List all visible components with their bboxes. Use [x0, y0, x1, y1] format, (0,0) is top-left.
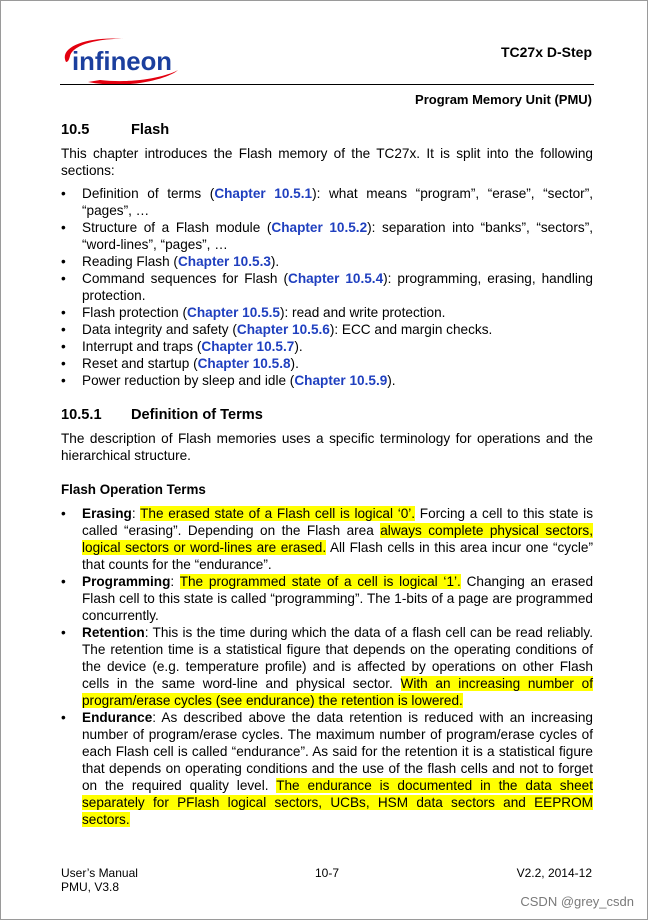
chapter-link[interactable]: Chapter 10.5.8 [197, 356, 291, 371]
section-intro: This chapter introduces the Flash memory of the TC27x. It is split into the following sections: [61, 146, 593, 178]
highlight-text: The programmed state of a cell is logical ‘1’. [179, 574, 461, 589]
term-colon: : [170, 574, 180, 589]
section-list-item [61, 304, 593, 321]
body-text: Forcing a cell to this state is called “erasing”. Depending on the Flash area [82, 506, 593, 538]
list-item-text: Power reduction by sleep and idle ( [82, 373, 295, 388]
section-list-item [61, 355, 593, 372]
term-endurance: Endurance [82, 710, 153, 725]
chapter-link[interactable]: Chapter 10.5.2 [271, 220, 368, 235]
page-content [61, 120, 593, 828]
terms-list [61, 505, 593, 828]
section-list-item [61, 321, 593, 338]
body-text: All Flash cells in this area incur one “cycle” that counts for the “endurance”. [82, 540, 593, 572]
list-item-text: ): programming, erasing, handling protection. [82, 271, 593, 303]
section-list [61, 185, 593, 389]
term-programming: Programming [82, 574, 171, 589]
chapter-link[interactable]: Chapter 10.5.4 [288, 271, 384, 286]
list-item-text: Interrupt and traps ( [82, 339, 202, 354]
list-item-text: ). [270, 254, 280, 269]
list-item-text: ). [290, 356, 299, 371]
document-title: TC27x D-Step [500, 44, 592, 60]
terms-heading: Flash Operation Terms [61, 482, 206, 497]
list-item-programming [61, 573, 593, 624]
list-item-text: Definition of terms ( [82, 186, 215, 201]
list-item-retention [61, 624, 593, 709]
header-rule [60, 84, 594, 85]
section-list-item [61, 185, 593, 219]
term-colon: : [131, 506, 141, 521]
section-number: 10.5 [61, 122, 90, 138]
list-item-text: Data integrity and safety ( [82, 322, 237, 337]
body-text: Changing an erased Flash cell to this state is called “programming”. The 1-bits of a page are programmed concurrently. [82, 574, 593, 623]
subsection-heading [61, 405, 593, 425]
chapter-link[interactable]: Chapter 10.5.3 [177, 254, 271, 269]
term-retention: Retention [82, 625, 145, 640]
list-item-text: Structure of a Flash module ( [82, 220, 272, 235]
chapter-link[interactable]: Chapter 10.5.6 [236, 322, 330, 337]
highlight-text: The erased state of a Flash cell is logical ‘0’. [140, 506, 416, 521]
list-item-erasing [61, 505, 593, 573]
list-item-text: Command sequences for Flash ( [82, 271, 288, 286]
chapter-link[interactable]: Chapter 10.5.1 [214, 186, 313, 201]
list-item-text: ): read and write protection. [279, 305, 446, 320]
highlight-text: With an increasing number of program/erase cycles (see endurance) the retention is lowered. [82, 676, 593, 708]
list-item-text: Flash protection ( [82, 305, 188, 320]
footer-module-version: PMU, V3.8 [61, 880, 120, 894]
document-section-title: Program Memory Unit (PMU) [415, 92, 592, 107]
highlight-text: The endurance is documented in the data sheet separately for PFlash logical sectors, UCBs, HSM data sectors and EEPROM sectors. [82, 778, 593, 827]
list-item-text: ): separation into “banks”, “sectors”, “word-lines”, “pages”, … [82, 220, 593, 252]
section-list-item [61, 270, 593, 304]
section-list-item [61, 219, 593, 253]
subsection-title: Definition of Terms [131, 407, 263, 423]
section-list-item [61, 338, 593, 355]
chapter-link[interactable]: Chapter 10.5.7 [201, 339, 295, 354]
section-heading [61, 120, 593, 140]
list-item-text: ). [294, 339, 303, 354]
chapter-link[interactable]: Chapter 10.5.9 [294, 373, 388, 388]
list-item-text: Reading Flash ( [82, 254, 178, 269]
section-list-item [61, 253, 593, 270]
highlight-text: always complete physical sectors, logical sectors or word-lines are erased. [82, 523, 593, 555]
list-item-endurance [61, 709, 593, 828]
list-item-text: ). [387, 373, 396, 388]
subsection-number: 10.5.1 [61, 407, 102, 423]
footer-left [61, 866, 138, 894]
term-erasing: Erasing [82, 506, 132, 521]
list-item-text: ): what means “program”, “erase”, “sector”, “pages”, … [82, 186, 594, 218]
subsection-intro: The description of Flash memories uses a specific terminology for operations and the hierarchical structure. [61, 431, 593, 463]
body-text: : As described above the data retention is reduced with an increasing number of program/erase cycles. The maximum number of program/erase cycles of each Flash cell is called “endurance”. As said for the retention it is a statistical figure that depends on operating conditions and the use of the flash cells and not to forget on the required quality level. [82, 710, 593, 793]
footer-manual: User’s Manual [61, 866, 138, 880]
infineon-logo [60, 32, 182, 90]
list-item-text: ): ECC and margin checks. [329, 322, 493, 337]
footer-page-number: 10-7 [315, 866, 340, 880]
chapter-link[interactable]: Chapter 10.5.5 [187, 305, 280, 320]
section-list-item [61, 372, 593, 389]
body-text: : This is the time during which the data of a flash cell can be read reliably. The retention time is a statistical figure that depends on the operating conditions of the device (e.g. temperature profile) and is affected by operations on other Flash cells in the same word-line and physical sector. [82, 625, 593, 691]
section-title: Flash [131, 122, 170, 138]
logo-text: infineon [72, 46, 172, 76]
footer-version: V2.2, 2014-12 [516, 866, 592, 880]
watermark: CSDN @grey_csdn [520, 894, 634, 909]
list-item-text: Reset and startup ( [82, 356, 198, 371]
